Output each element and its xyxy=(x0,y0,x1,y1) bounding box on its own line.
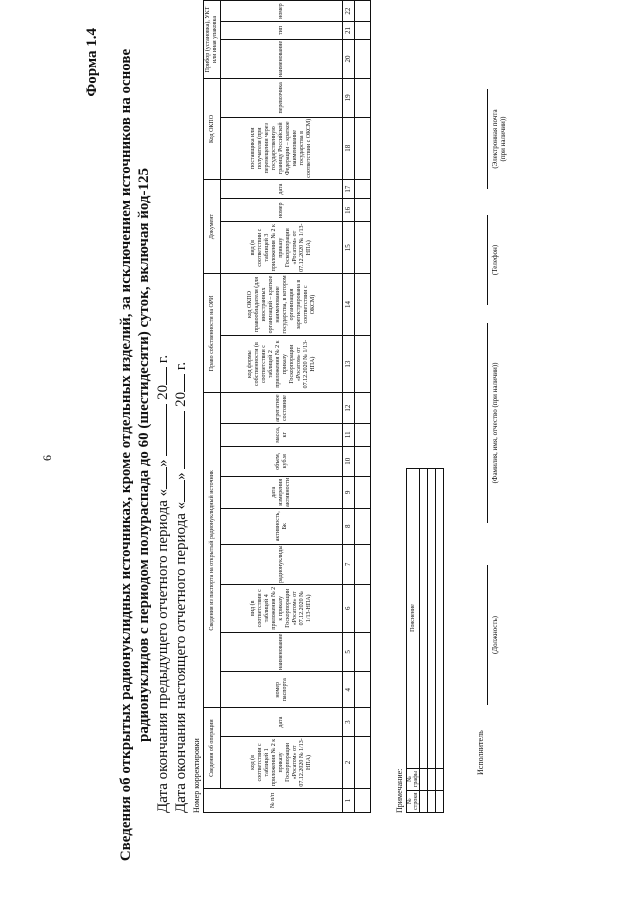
col-header: код ОКПО правообладателя (для иностранных организаций – краткое наименование государства, в котором организация зарегистрирована в соответствии с ОКСМ) xyxy=(221,274,343,336)
notes-col-field: № графы xyxy=(407,768,420,790)
col-row-number-header: № п/п xyxy=(204,788,343,812)
col-header: дата измерения активности xyxy=(221,476,343,508)
col-header: активность, Бк xyxy=(221,508,343,544)
correction-number-label: Номер корректировки xyxy=(192,738,201,813)
column-number: 13 xyxy=(343,335,355,393)
column-number: 8 xyxy=(343,508,355,544)
column-number: 7 xyxy=(343,544,355,584)
group-operation-header: Сведения об операции xyxy=(204,708,221,789)
form-title: Сведения об открытых радионуклидных источниках, кроме отдельных изделий, за исключением источников на основе радионуклидов с периодом полураспада до 60 (шестидесяти) суток, включая йод-125 xyxy=(118,48,152,862)
group-device-header: Прибор (установка), УКТ или иная упаковка xyxy=(204,1,221,79)
form-label: Форма 1.4 xyxy=(84,28,100,97)
page-number: 6 xyxy=(40,455,54,461)
column-number: 9 xyxy=(343,476,355,508)
day-blank xyxy=(153,467,167,489)
column-number: 4 xyxy=(343,672,355,708)
column-number: 21 xyxy=(343,22,355,40)
column-number: 20 xyxy=(343,39,355,78)
notes-label: Примечание: xyxy=(395,768,404,813)
column-number-row xyxy=(343,1,355,813)
col-header: радионуклиды xyxy=(221,544,343,584)
col-header: номер xyxy=(221,1,343,22)
col-header: код (в соответствии с таблицей 1 приложения № 2 к приказу Госкорпорации «Росатом» от 07.12.2020 № 1/13-НПА) xyxy=(221,736,343,788)
month-blank xyxy=(153,404,167,456)
column-number: 1 xyxy=(343,788,355,812)
phone-caption: (Телефон) xyxy=(491,244,499,276)
date-curr-label: Дата окончания настоящего отчетного периода xyxy=(173,513,189,813)
col-header: поставщика или получателя (при перемещении через государственную границу Российской Федерации – краткое наименование государства в соответствии с ОКСМ) xyxy=(221,117,343,179)
column-number: 17 xyxy=(343,179,355,199)
col-header: наименование xyxy=(221,39,343,78)
column-number: 16 xyxy=(343,199,355,222)
group-passport-header: Сведения из паспорта на открытый радионуклидный источник xyxy=(204,393,221,708)
column-number: 19 xyxy=(343,79,355,118)
name-caption: (Фамилия, имя, отчество (при наличии)) xyxy=(491,362,499,484)
sources-table xyxy=(203,0,371,813)
group-okpo-header: Код ОКПО xyxy=(204,79,221,180)
phone-line xyxy=(487,215,488,305)
day-blank xyxy=(171,480,185,502)
column-number: 11 xyxy=(343,423,355,446)
column-number: 5 xyxy=(343,632,355,672)
col-header: дата xyxy=(221,179,343,199)
column-number: 3 xyxy=(343,708,355,737)
table-row xyxy=(355,1,371,813)
year-blank xyxy=(153,367,167,385)
col-header: перевозчика xyxy=(221,79,343,118)
date-curr-period: Дата окончания настоящего отчетного периода «» 20 г. xyxy=(173,361,189,813)
col-header: объем, куб.м xyxy=(221,446,343,476)
executor-label: Исполнитель xyxy=(476,730,485,775)
col-header: номер xyxy=(221,199,343,222)
col-header: номер паспорта xyxy=(221,672,343,708)
email-caption: (Электронная почта (при наличии)) xyxy=(491,109,507,169)
col-header: вид (в соответствии с таблицей 3 приложения № 2 к приказу Госкорпорации «Росатом» от 07.12.2020 № 1/13-НПА) xyxy=(221,222,343,274)
notes-col-explanation: Пояснение xyxy=(407,468,420,768)
group-rights-header: Право собственности на ОРИ xyxy=(204,274,221,393)
col-header: масса, кг xyxy=(221,423,343,446)
name-line xyxy=(487,323,488,523)
col-header: тип xyxy=(221,22,343,40)
group-document-header: Документ xyxy=(204,179,221,273)
column-number: 15 xyxy=(343,222,355,274)
col-header: агрегатное состояние xyxy=(221,393,343,423)
column-number: 10 xyxy=(343,446,355,476)
column-number: 18 xyxy=(343,117,355,179)
col-header: дата xyxy=(221,708,343,737)
date-prev-period: Дата окончания предыдущего отчетного периода «» 20 г. xyxy=(155,354,171,813)
month-blank xyxy=(171,411,185,469)
col-header: код формы собственности (в соответствии с таблицей 2 приложения № 2 к приказу Госкорпорации «Росатом» от 07.12.2020 № 1/13-НПА) xyxy=(221,335,343,393)
col-header: наименование xyxy=(221,632,343,672)
column-number: 14 xyxy=(343,274,355,336)
position-caption: (Должность) xyxy=(491,616,499,654)
column-number: 22 xyxy=(343,1,355,22)
column-number: 6 xyxy=(343,584,355,632)
col-header: вид (в соответствии с таблицей 4 приложения № 2 к приказу Госкорпорации «Росатом» от 07.12.2020 № 1/13-НПА) xyxy=(221,584,343,632)
email-line xyxy=(487,89,488,189)
column-number: 12 xyxy=(343,393,355,423)
column-number: 2 xyxy=(343,736,355,788)
position-line xyxy=(487,565,488,705)
date-prev-label: Дата окончания предыдущего отчетного периода xyxy=(155,500,171,813)
year-blank xyxy=(171,374,185,392)
notes-col-row: № строки xyxy=(407,790,420,812)
notes-table xyxy=(406,468,444,813)
